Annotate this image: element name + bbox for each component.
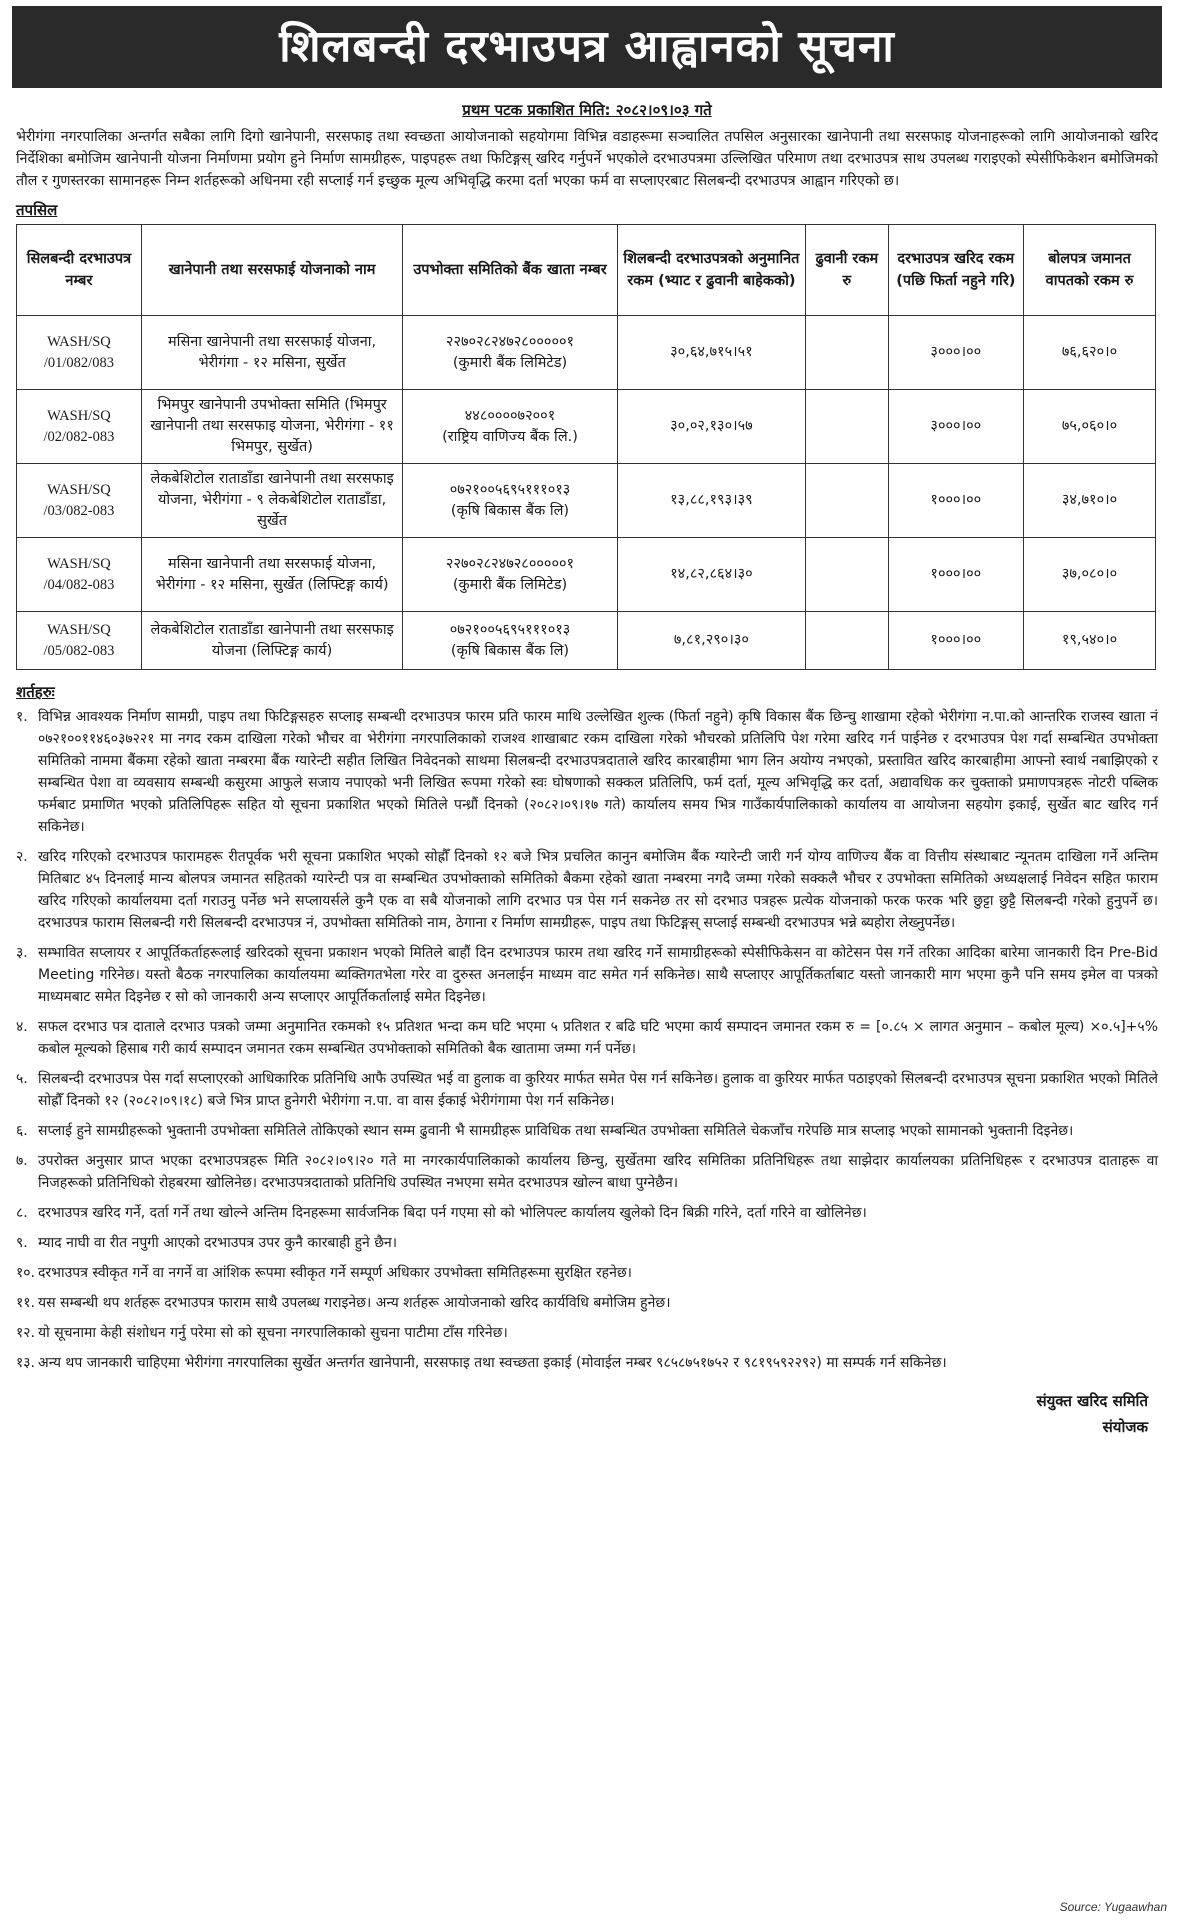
purchase-fee: ३०००।००	[888, 316, 1023, 390]
estimated-amount: १४,८२,८६४।३०	[617, 538, 805, 612]
header-bid-security: बोलपत्र जमानत वापतको रकम रु	[1024, 225, 1156, 316]
list-item	[16, 1150, 1158, 1194]
purchase-fee: १०००।००	[888, 464, 1023, 538]
term-text: यो सूचनामा केही संशोधन गर्नु परेमा सो को सूचना नगरपालिकाको सुचना पाटीमा टाँस गरिनेछ।	[38, 1325, 508, 1341]
header-purchase-fee: दरभाउपत्र खरिद रकम (पछि फिर्ता नहुने गरि)	[888, 225, 1023, 316]
term-text: सम्भावित सप्लायर र आपूर्तिकर्ताहरूलाई खरिदको सूचना प्रकाशन भएको मितिले बाहौं दिन दरभाउपत्र फारम तथा खरिद गर्ने सामाग्रीहरूको स्पेसीफिकेसन वा कोटेसन पेस गर्ने तरिका आदिका बारेमा जानकारी दिन Pre-Bid Meeting गरिनेछ। यस्तो बैठक नगरपालिका कार्यालयमा ब्यक्तिगतभेला गरेर वा दुरुस्त अनलाईन माध्यम वाट समेत गर्न सकिनेछ। साथै सप्लाएर आपूर्तिकर्ताबाट यस्तो जानकारी माग भएमा कुनै पनि समय इमेल वा पत्रको माध्यमबाट समेत दिइनेछ र सो को जानकारी अन्य सप्लाएर आपूर्तिकर्तालाई समेत दिइनेछ।	[38, 945, 1158, 1005]
bid-security: १९,५४०।०	[1024, 612, 1156, 670]
bank-name: (कुमारी बैंक लिमिटेड)	[452, 354, 568, 371]
list-item	[16, 942, 1158, 1008]
project-name: मसिना खानेपानी तथा सरसफाई योजना, भेरीगंगा - १२ मसिना, सुर्खेत	[141, 316, 402, 390]
list-item	[16, 1016, 1158, 1060]
term-text: म्याद नाघी वा रीत नपुगी आएको दरभाउपत्र उपर कुनै कारबाही हुने छैन।	[38, 1235, 398, 1251]
list-item	[16, 1120, 1158, 1142]
term-number: ८.	[16, 1205, 28, 1221]
table-header-row	[17, 225, 1156, 316]
list-item	[16, 1352, 1158, 1374]
source-credit: Source: Yugaawhan	[1059, 1900, 1167, 1914]
bid-security: ७५,०६०।०	[1024, 390, 1156, 464]
schedule-heading: तपसिल	[16, 201, 58, 219]
notice-title: शिलबन्दी दरभाउपत्र आह्वानको सूचना	[12, 6, 1162, 88]
bank-account-cell	[403, 390, 617, 464]
term-text: दरभाउपत्र खरिद गर्ने, दर्ता गर्ने तथा खोल्ने अन्तिम दिनहरूमा सार्वजनिक बिदा पर्न गएमा सो को भोलिपल्ट कार्यालय खुलेको दिन बिक्री गरिने, दर्ता गरिने वा खोलिनेछ।	[38, 1205, 867, 1221]
list-item	[16, 1068, 1158, 1112]
bid-number: WASH/SQ /03/082-083	[17, 464, 142, 538]
transport-amount	[806, 538, 888, 612]
committee-name: संयुक्त खरिद समिति	[1036, 1392, 1148, 1410]
transport-amount	[806, 612, 888, 670]
table-row	[17, 464, 1156, 538]
purchase-fee: ३०००।००	[888, 390, 1023, 464]
project-name: मसिना खानेपानी तथा सरसफाई योजना, भेरीगंगा - १२ मसिना, सुर्खेत (लिफ्टिङ्ग कार्य)	[141, 538, 402, 612]
list-item	[16, 1262, 1158, 1284]
term-text: सिलबन्दी दरभाउपत्र पेस गर्दा सप्लाएरको आधिकारिक प्रतिनिधि आफै उपस्थित भई वा हुलाक वा कुरियर मार्फत समेत पेस गर्न सकिनेछ। हुलाक वा कुरियर मार्फत पठाइएको सिलबन्दी दरभाउपत्र सूचना प्रकाशित भएको मितिले सोह्रौँ दिनको १२ (२०८२।०९।१८) बजे भित्र प्राप्त हुनेगरी भेरीगंगा न.पा. वा वास ईकाई भेरीगंगामा पेश गर्न सकिनेछ।	[38, 1071, 1158, 1109]
bid-number: WASH/SQ /05/082-083	[17, 612, 142, 670]
table-row	[17, 390, 1156, 464]
bid-number: WASH/SQ /04/082-083	[17, 538, 142, 612]
table-row	[17, 538, 1156, 612]
term-number: ६.	[16, 1123, 28, 1139]
estimated-amount: १३,८८,१९३।३९	[617, 464, 805, 538]
term-text: सप्लाई हुने सामग्रीहरूको भुक्तानी उपभोक्ता समितिले तोकिएको स्थान सम्म ढुवानी भै सामग्रीहरू प्राविधिक तथा सम्बन्धित उपभोक्ता समितिले चेकजाँच गरेपछि मात्र सप्लाइ भएको सामानको भुक्तानी दिइनेछ।	[38, 1123, 1074, 1139]
header-estimated-amount: शिलबन्दी दरभाउपत्रको अनुमानित रकम (भ्याट र ढुवानी बाहेकको)	[617, 225, 805, 316]
list-item	[16, 706, 1158, 838]
bank-name: (राष्ट्रिय वाणिज्य बैंक लि.)	[442, 428, 578, 445]
bid-security: ३७,०८०।०	[1024, 538, 1156, 612]
terms-heading: शर्तहरुः	[16, 683, 55, 701]
header-bank-account: उपभोक्ता समितिको बैंक खाता नम्बर	[403, 225, 617, 316]
bank-account-cell	[403, 612, 617, 670]
bid-security: ३४,७१०।०	[1024, 464, 1156, 538]
published-date: प्रथम पटक प्रकाशित मिति: २०८२।०९।०३ गते	[462, 101, 712, 119]
term-number: ४.	[16, 1019, 28, 1035]
term-number: ३.	[16, 945, 28, 961]
project-name: भिमपुर खानेपानी उपभोक्ता समिति (भिमपुर खानेपानी तथा सरसफाइ योजना, भेरीगंगा - ११ भिमपुर, सुर्खेत)	[141, 390, 402, 464]
term-number: ७.	[16, 1153, 28, 1169]
signatory-title: संयोजक	[1102, 1418, 1148, 1436]
estimated-amount: ७,८१,२९०।३०	[617, 612, 805, 670]
term-text: विभिन्न आवश्यक निर्माण सामग्री, पाइप तथा फिटिङ्गसहरु सप्लाइ सम्बन्धी दरभाउपत्र फारम प्रति फारम माथि उल्लेखित शुल्क (फिर्ता नहुने) कृषि विकास बैंक छिन्चु शाखामा रहेको भेरीगंगा न.पा.को आन्तरिक राजस्व खाता नं ०७२१००११४६०३७२२१ मा नगद रकम दाखिला गरेको भौचर वा भेरीगंगा नगरपालिकाको राजश्व शाखाबाट रकम दाखिला गरेको भौचरको प्रतिलिपि पेश गरेमा खरिद गर्न पाईनेछ र दरभाउपत्र पेश गर्दा सम्बन्धित उपभोक्ता समितिको नाममा बैंकमा रहेको खाता नम्बरमा बैंक ग्यारेन्टी सहीत लिखित निवेदनको साथमा सिलबन्दी दरभाउपत्रदाताले खरिद कारबाहीमा भाग लिन अयोग्य नभएको, प्रस्तावित खरिद कारबाहीमा आफ्नो स्वार्थ नबाझिएको र सम्बन्धित पेशा वा व्यवसाय सम्बन्धी कसुरमा आफुले सजाय नपाएको भनी लिखित रूपमा गरेको स्वः घोषणाको सक्कल प्रतिलिपि, फर्म दर्ता, मूल्य अभिवृद्धि कर दर्ता, अद्यावधिक कर चुक्ताको प्रमाणपत्रहरू नोटरी पब्लिक फर्मबाट प्रमाणित भएको प्रतिलिपिहरू सहित यो सूचना प्रकाशित भएको मितिले पन्ध्रौं दिनको (२०८२।०९।१७ गते) कार्यालय समय भित्र गाउँकार्यपालिकाको कार्यालय वा आयोजना सहयोग इकाई, सुर्खेत बाट खरिद गर्न सकिनेछ।	[38, 709, 1158, 835]
transport-amount	[806, 316, 888, 390]
purchase-fee: १०००।००	[888, 538, 1023, 612]
term-number: २.	[16, 849, 28, 865]
tender-table	[16, 224, 1156, 670]
list-item	[16, 1232, 1158, 1254]
notice-page	[12, 6, 1162, 1440]
bank-name: (कुमारी बैंक लिमिटेड)	[452, 576, 568, 593]
bank-account-cell	[403, 538, 617, 612]
term-number: १०.	[16, 1265, 36, 1281]
account-number: ०७२१००५६९५१११०१३	[449, 481, 571, 498]
transport-amount	[806, 390, 888, 464]
list-item	[16, 846, 1158, 934]
list-item	[16, 1292, 1158, 1314]
header-transport-amount: ढुवानी रकम रु	[806, 225, 888, 316]
project-name: लेकबेशिटोल राताडाँडा खानेपानी तथा सरसफाइ योजना (लिफ्टिङ्ग कार्य)	[141, 612, 402, 670]
estimated-amount: ३०,६४,७१५।५१	[617, 316, 805, 390]
bank-account-cell	[403, 316, 617, 390]
term-text: यस सम्बन्धी थप शर्तहरू दरभाउपत्र फाराम साथै उपलब्ध गराइनेछ। अन्य शर्तहरू आयोजनाको खरिद कार्यविधि बमोजिम हुनेछ।	[38, 1295, 671, 1311]
table-row	[17, 612, 1156, 670]
account-number: २२७०२८२४७२८०००००१	[445, 555, 575, 572]
term-text: सफल दरभाउ पत्र दाताले दरभाउ पत्रको जम्मा अनुमानित रकमको १५ प्रतिशत भन्दा कम घटि भएमा ५ प्रतिशत र बढि घटि भएमा कार्य सम्पादन जमानत रकम रु = [०.८५ × लागत अनुमान – कबोल मूल्य) ×०.५]+५% कबोल मूल्यको हिसाब गरी कार्य सम्पादन जमानत रकम सम्बन्धित उपभोक्ताको समितिको बैक खातामा जम्मा गर्न पर्नेछ।	[38, 1019, 1158, 1057]
project-name: लेकबेशिटोल राताडाँडा खानेपानी तथा सरसफाइ योजना, भेरीगंगा - ९ लेकबेशिटोल राताडाँडा, सुर्खेत	[141, 464, 402, 538]
account-number: ४४८००००७२००१	[464, 407, 556, 424]
purchase-fee: १०००।००	[888, 612, 1023, 670]
account-number: २२७०२८२४७२८०००००१	[445, 333, 575, 350]
term-number: १.	[16, 709, 28, 725]
term-number: १२.	[16, 1325, 36, 1341]
intro-paragraph: भेरीगंगा नगरपालिका अन्तर्गत सबैका लागि दिगो खानेपानी, सरसफाइ तथा स्वच्छता आयोजनाको सहयोगमा विभिन्न वडाहरूमा सञ्चालित तपसिल अनुसारका खानेपानी तथा सरसफाइ योजनाहरूको लागि आयोजनाको खरिद निर्देशिका बमोजिम खानेपानी योजना निर्माणमा प्रयोग हुने निर्माण सामग्रीहरू, पाइपहरू तथा फिटिङ्गस् खरिद गर्नुपर्ने भएकोले दरभाउपत्रमा उल्लिखित परिमाण तथा दरभाउपत्र साथ उपलब्ध गराइएको स्पेसीफिकेशन बमोजिमको तौल र गुणस्तरका सामानहरू निम्न शर्तहरूको अधिनमा रही सप्लाई गर्न इच्छुक मूल्य अभिवृद्धि करमा दर्ता भएका फर्म वा सप्लाएरबाट सिलबन्दी दरभाउपत्र आह्वान गरिएको छ।	[16, 129, 1158, 189]
terms-list	[16, 706, 1158, 1374]
term-number: १३.	[16, 1355, 36, 1371]
list-item	[16, 1202, 1158, 1224]
bid-number: WASH/SQ /02/082-083	[17, 390, 142, 464]
account-number: ०७२१००५६९५१११०१३	[449, 621, 571, 638]
term-text: खरिद गरिएको दरभाउपत्र फारामहरू रीतपूर्वक भरी सूचना प्रकाशित भएको सोह्रौँ दिनको १२ बजे भित्र प्रचलित कानुन बमोजिम बैंक ग्यारेन्टी जारी गर्न योग्य वाणिज्य बैंक वा वित्तीय संस्थाबाट न्यूनतम दाखिला गर्ने अन्तिम मितिबाट ४५ दिनलाई मान्य बोलपत्र जमानत सहितको ग्यारेन्टी पत्र वा सम्बन्धित उपभोक्ताको समितिको बैकमा रहेको खाता नम्बरमा नगदै जम्मा गरेको सक्कलै भौचर र उपभोक्ता समितिको अध्यक्षलाई निवेदन सहित फाराम खरिद गरिएको कार्यालयमा दर्ता गराउनु पर्नेछ भने सप्लायर्सले कुनै एक वा सबै योजनाको लागि दरभाउ पत्र पेस गर्न सकनेछ तर सो दरभाउ पत्रहरू प्रत्येक योजनाको फरक फरक भरि छुट्टा छुट्टै सिलबन्दी गरेको हुनुपर्ने छ। दरभाउपत्र फाराम सिलबन्दी गरी सिलबन्दी दरभाउपत्र नं, उपभोक्ता समितिको नाम, ठेगाना र निर्माण सामग्रीहरू, पाइप तथा फिटिङ्गस् सप्लाई सम्बन्धी दरभाउपत्र भन्ने ब्यहोरा लेख्नुपर्नेछ।	[38, 849, 1158, 931]
term-number: ९.	[16, 1235, 28, 1251]
transport-amount	[806, 464, 888, 538]
list-item	[16, 1322, 1158, 1344]
term-text: अन्य थप जानकारी चाहिएमा भेरीगंगा नगरपालिका सुर्खेत अन्तर्गत खानेपानी, सरसफाइ तथा स्वच्छता इकाई (मोवाईल नम्बर ९८५८७५१७५२ र ९८१९५९२२९२) मा सम्पर्क गर्न सकिनेछ।	[38, 1355, 947, 1371]
signature-block	[12, 1388, 1148, 1440]
header-bid-number: सिलबन्दी दरभाउपत्र नम्बर	[17, 225, 142, 316]
bank-account-cell	[403, 464, 617, 538]
header-project-name: खानेपानी तथा सरसफाई योजनाको नाम	[141, 225, 402, 316]
term-text: दरभाउपत्र स्वीकृत गर्ने वा नगर्ने वा आंशिक रूपमा स्वीकृत गर्ने सम्पूर्ण अधिकार उपभोक्ता समितिहरूमा सुरक्षित रहनेछ।	[38, 1265, 632, 1281]
bid-number: WASH/SQ /01/082/083	[17, 316, 142, 390]
term-text: उपरोक्त अनुसार प्राप्त भएका दरभाउपत्रहरू मिति २०८२।०९।२० गते मा नगरकार्यपालिकाको कार्यालय छिन्चु, सुर्खेतमा खरिद समितिका प्रतिनिधिहरू तथा साझेदार कार्यालयका प्रतिनिधिहरू र दरभाउपत्र दाताहरू वा निजहरूको प्रतिनिधिको रोहबरमा खोलिनेछ। दरभाउपत्रदाताको प्रतिनिधि उपस्थित नभएमा समेत दरभाउपत्र खोल्न बाधा पुग्नेछैन।	[38, 1153, 1158, 1191]
term-number: ११.	[16, 1295, 36, 1311]
bid-security: ७६,६२०।०	[1024, 316, 1156, 390]
term-number: ५.	[16, 1071, 28, 1087]
bank-name: (कृषि बिकास बैंक लि)	[450, 642, 570, 659]
bank-name: (कृषि बिकास बैंक लि)	[450, 502, 570, 519]
estimated-amount: ३०,०२,१३०।५७	[617, 390, 805, 464]
table-row	[17, 316, 1156, 390]
